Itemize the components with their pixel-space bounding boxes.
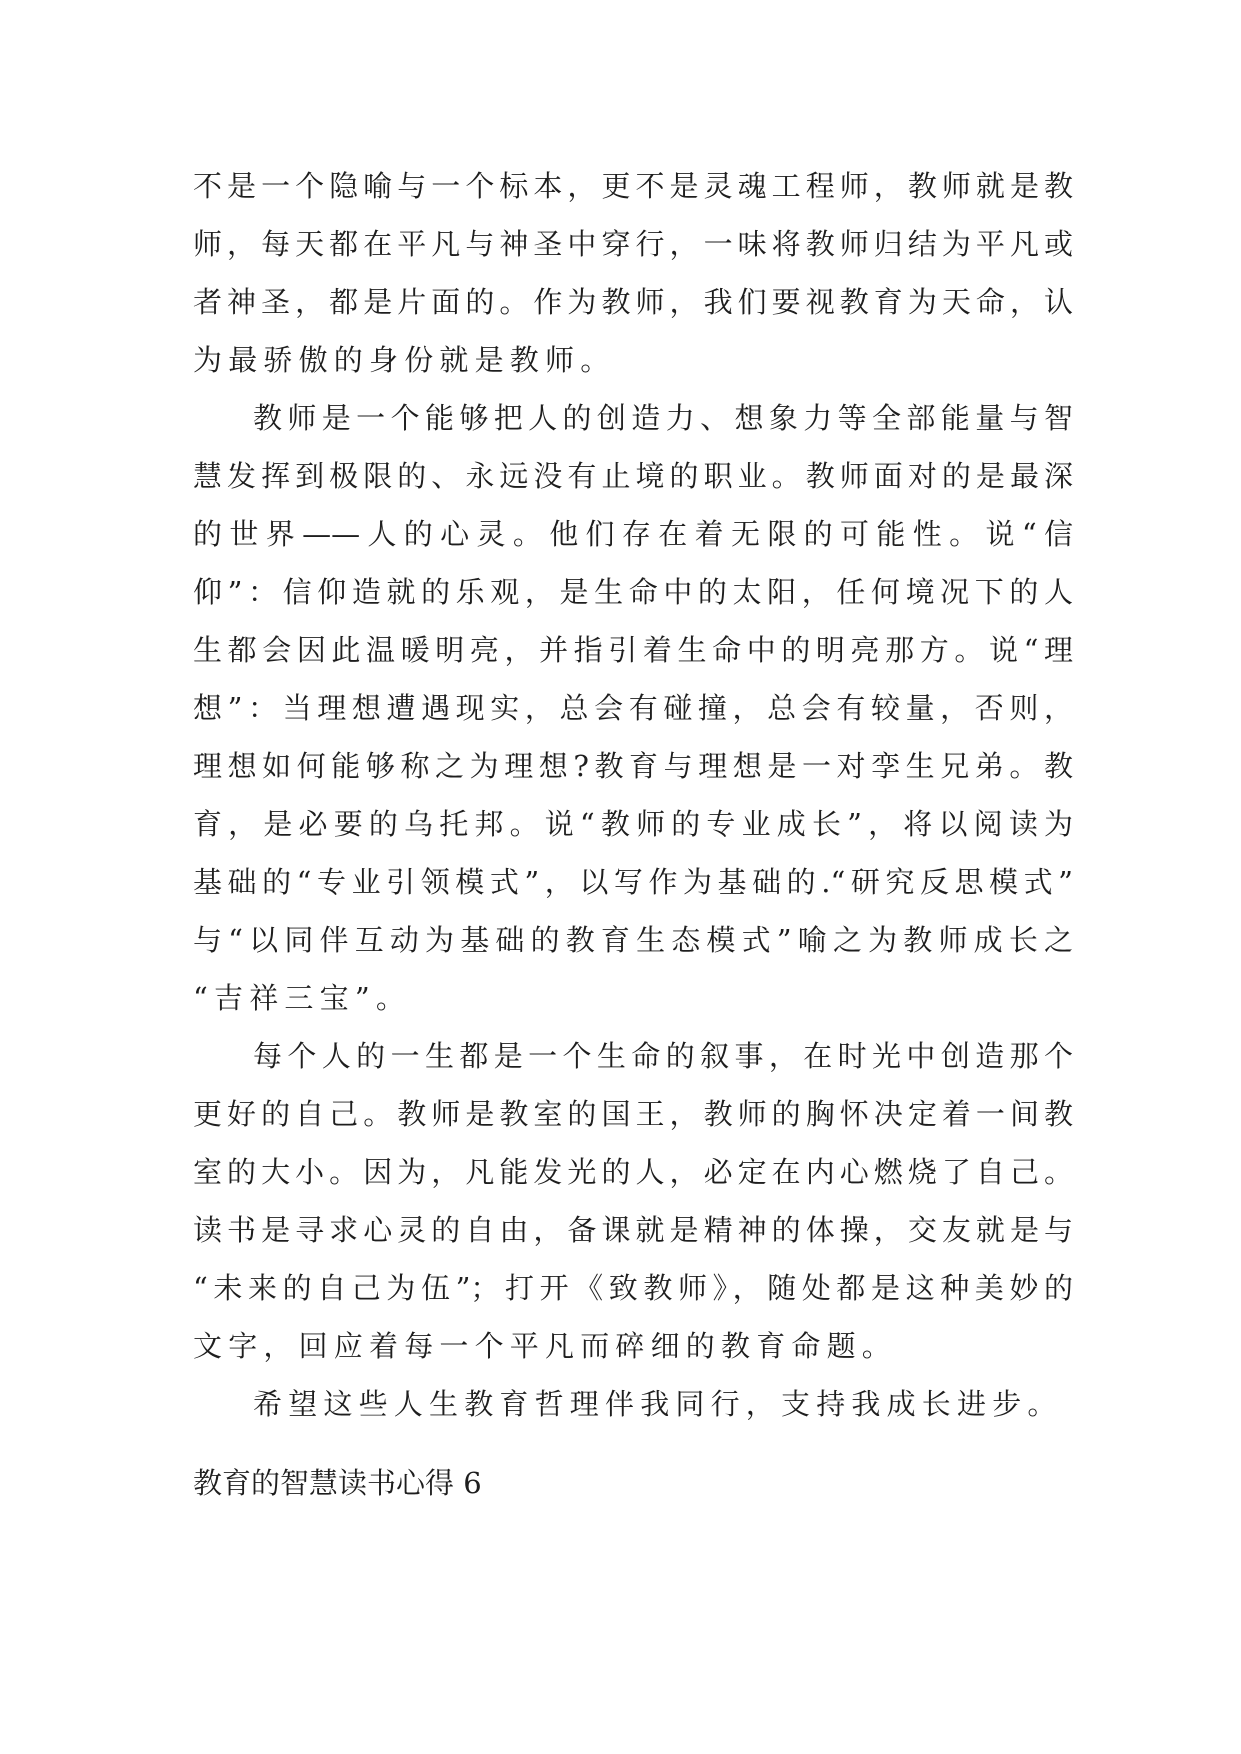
paragraph-2-line-10: 与“以同伴互动为基础的教育生态模式”喻之为教师成长之 <box>193 923 1073 957</box>
paragraph-2-line-5: 生都会因此温暖明亮，并指引着生命中的明亮那方。说“理 <box>193 633 1073 667</box>
paragraph-2-line-7: 理想如何能够称之为理想?教育与理想是一对孪生兄弟。教 <box>193 749 1073 783</box>
paragraph-1-line-3: 者神圣，都是片面的。作为教师，我们要视教育为天命，认 <box>193 285 1073 319</box>
paragraph-1-line-1: 不是一个隐喻与一个标本，更不是灵魂工程师，教师就是教 <box>193 169 1073 203</box>
paragraph-2-line-6: 想”：当理想遭遇现实，总会有碰撞，总会有较量，否则， <box>193 691 1073 725</box>
paragraph-3-line-6: 文字，回应着每一个平凡而碎细的教育命题。 <box>193 1329 898 1363</box>
paragraph-2-line-9: 基础的“专业引领模式”，以写作为基础的.“研究反思模式” <box>193 865 1073 899</box>
paragraph-2-line-11: “吉祥三宝”。 <box>193 981 412 1015</box>
paragraph-3-line-3: 室的大小。因为，凡能发光的人，必定在内心燃烧了自己。 <box>193 1155 1073 1189</box>
paragraph-1-line-2: 师，每天都在平凡与神圣中穿行，一味将教师归结为平凡或 <box>193 227 1073 261</box>
paragraph-3-line-4: 读书是寻求心灵的自由，备课就是精神的体操，交友就是与 <box>193 1213 1073 1247</box>
paragraph-2-line-1: 教师是一个能够把人的创造力、想象力等全部能量与智 <box>253 401 1073 435</box>
paragraph-3-line-2: 更好的自己。教师是教室的国王，教师的胸怀决定着一间教 <box>193 1097 1073 1131</box>
paragraph-2-line-2: 慧发挥到极限的、永远没有止境的职业。教师面对的是最深 <box>193 459 1073 493</box>
paragraph-2-line-4: 仰”：信仰造就的乐观，是生命中的太阳，任何境况下的人 <box>193 575 1073 609</box>
paragraph-2-line-8: 育，是必要的乌托邦。说“教师的专业成长”，将以阅读为 <box>193 807 1073 841</box>
paragraph-4-line-1: 希望这些人生教育哲理伴我同行，支持我成长进步。 <box>253 1387 1063 1421</box>
section-heading: 教育的智慧读书心得 6 <box>193 1466 482 1500</box>
paragraph-3-line-1: 每个人的一生都是一个生命的叙事，在时光中创造那个 <box>253 1039 1073 1073</box>
paragraph-2-line-3: 的世界——人的心灵。他们存在着无限的可能性。说“信 <box>193 517 1073 551</box>
paragraph-3-line-5: “未来的自己为伍”；打开《致教师》，随处都是这种美妙的 <box>193 1271 1073 1305</box>
paragraph-1-line-4: 为最骄傲的身份就是教师。 <box>193 343 616 377</box>
